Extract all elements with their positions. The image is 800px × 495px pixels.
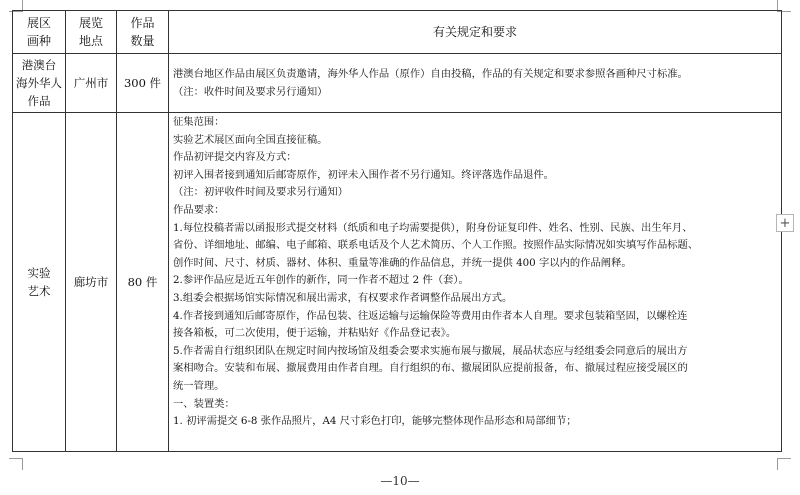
add-button[interactable]	[776, 214, 794, 232]
requirement-line: 征集范围：	[173, 116, 225, 128]
cell-quantity: 300 件	[117, 54, 169, 113]
requirement-line: 一、装置类：	[173, 397, 235, 410]
cell-requirements	[169, 113, 782, 452]
requirement-line: 接各箱板，可二次使用，便于运输，并粘贴好《作品登记表》。	[173, 327, 457, 340]
crop-mark-bottom-right	[777, 458, 792, 470]
requirement-line: 5.作者需自行组织团队在规定时间内按场馆及组委会要求实施布展与撤展，展品状态应与经组委会同意后的展出方	[173, 344, 688, 357]
requirement-line: 1. 初评需提交 6-8 张作品照片，A4 尺寸彩色打印，能够完整体现作品形态和局部细节；	[173, 415, 577, 428]
requirement-line: （注：初评收件时间及要求另行通知）	[173, 186, 349, 199]
requirement-line: 实验艺术展区面向全国直接征稿。	[173, 133, 328, 146]
header-requirements: 有关规定和要求	[169, 11, 782, 54]
header-location: 展览 地点	[66, 11, 117, 54]
cell-requirements	[169, 54, 782, 113]
table-header-row	[13, 11, 782, 54]
cell-quantity: 80 件	[117, 113, 169, 452]
cell-location: 广州市	[66, 54, 117, 113]
cell-category: 港澳台 海外华人 作品	[13, 54, 66, 113]
crop-mark-bottom-left	[8, 458, 23, 470]
requirement-line: 2.参评作品应是近五年创作的新作，同一作者不超过 2 件（套）。	[173, 274, 469, 287]
requirement-line: 4.作者接到通知后邮寄原作，作品包装、往返运输与运输保险等费用由作者本人自理。要求包装箱坚固，以螺栓连	[173, 309, 688, 322]
plus-icon: +	[779, 216, 791, 231]
requirement-line: （注：收件时间及要求另行通知）	[173, 85, 328, 98]
cell-location: 廊坊市	[66, 113, 117, 452]
requirement-line: 初评入围者接到通知后邮寄原作，初评未入围作者不另行通知。终评落选作品退件。	[173, 168, 554, 181]
header-category: 展区 画种	[13, 11, 66, 54]
requirement-line: 作品初评提交内容及方式：	[173, 151, 297, 164]
cell-category: 实验 艺术	[13, 113, 66, 452]
page-number: —10—	[380, 474, 420, 488]
requirement-line: 作品要求：	[173, 203, 225, 216]
requirement-line: 1.每位投稿者需以函报形式提交材料（纸质和电子均需要提供），附身份证复印件、姓名、性别、民族、出生年月、	[173, 221, 693, 234]
requirement-line: 统一管理。	[173, 379, 225, 392]
requirement-line: 创作时间、尺寸、材质、器材、体积、重量等准确的作品信息，并统一提供 400 字以内的作品阐释。	[173, 256, 632, 269]
requirement-line: 3.组委会根据场馆实际情况和展出需求，有权要求作者调整作品展出方式。	[173, 291, 513, 304]
requirement-line: 省份、详细地址、邮编、电子邮箱、联系电话及个人艺术简历、个人工作照。按照作品实际情况如实填写作品标题、	[173, 239, 699, 252]
requirements-table	[12, 10, 782, 452]
table-row	[13, 113, 782, 452]
header-quantity: 作品 数量	[117, 11, 169, 54]
requirement-line: 案相吻合。安装和布展、撤展费用由作者自理。自行组织的布、撤展团队应提前报备，布、撤展过程应接受展区的	[173, 362, 688, 375]
requirement-line: 港澳台地区作品由展区负责邀请，海外华人作品（原作）自由投稿，作品的有关规定和要求参照各画种尺寸标准。	[173, 67, 688, 80]
table-row	[13, 54, 782, 113]
